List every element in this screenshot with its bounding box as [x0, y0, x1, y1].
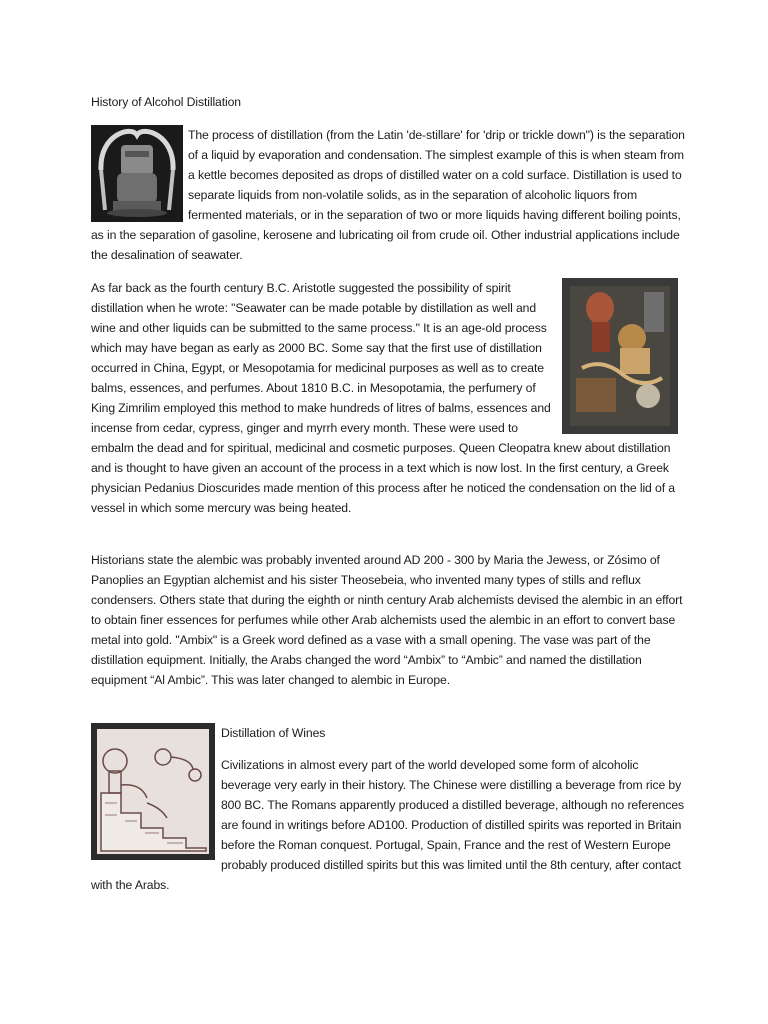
section-heading-distillation-of-wines: Distillation of Wines: [221, 726, 326, 740]
wrap-spacer: [91, 755, 221, 865]
paragraph-4-wines: Civilizations in almost every part of the world developed some form of alcoholic beverage very early in their history. The Chinese were distilling a beverage from rice by 800 BC. The Romans apparently produced a distilled beverage, although no references are found in writings before AD100. Production of distilled spirits was reported in Britain before the Roman conquest. Portugal, Spain, France and the rest of Western Europe probably produced distilled spirits but this was limited until the 8th century, after contact with the Arabs.: [91, 755, 685, 895]
wrap-spacer: [561, 278, 685, 436]
document-title: History of Alcohol Distillation: [91, 95, 241, 109]
paragraph-3-alembic: Historians state the alembic was probably invented around AD 200 - 300 by Maria the Jewess, or Zósimo of Panoplies an Egyptian alchemist and his sister Theosebeia, who invented many types of stills and reflux condensers. Others state that during the eighth or ninth century Arab alchemists devised the alembic in an effort to obtain finer essences for perfumes while other Arab alchemists used the alembic in an effort to convert base metal into gold. "Ambix" is a Greek word defined as a vase with a small opening. The vase was part of the distillation equipment. Initially, the Arabs changed the word “Ambix” to “Ambic” and named the distillation equipment “Al Ambic”. This was later changed to alembic in Europe.: [91, 553, 683, 687]
wrap-spacer: [91, 125, 188, 223]
paragraph-1-intro: The process of distillation (from the Latin 'de-stillare' for 'drip or trickle down") is the separation of a liquid by evaporation and condensation. The simplest example of this is when steam from a kettle becomes deposited as drops of distilled water on a cold surface. Distillation is used to separate liquids from non-volatile solids, as in the separation of alcoholic liquors from fermented materials, or in the separation of two or more liquids having different boiling points, as in the separation of gasoline, kerosene and lubricating oil from crude oil. Other industrial applications include the desalination of seawater.: [91, 125, 685, 265]
paragraph-2-history: As far back as the fourth century B.C. Aristotle suggested the possibility of spirit distillation when he wrote: "Seawater can be made potable by distillation as well and wine and other liquids can be submitted to the same process." It is an age-old process which may have began as early as 2000 BC. Some say that the first use of distillation occurred in China, Egypt, or Mesopotamia for medicinal purposes as well as to create balms, essences, and perfumes. About 1810 B.C. in Mesopotamia, the perfumery of King Zimrilim employed this method to make hundreds of litres of balms, essences and incense from cedar, cypress, ginger and myrrh every month. These were used to embalm the dead and for spiritual, medicinal and cosmetic purposes. Queen Cleopatra knew about distillation and is thought to have given an account of the process in a text which is now lost. In the first century, a Greek physician Pedanius Dioscurides made mention of this process after he noticed the condensation on the lid of a vessel in which some mercury was being heated.: [91, 278, 685, 518]
